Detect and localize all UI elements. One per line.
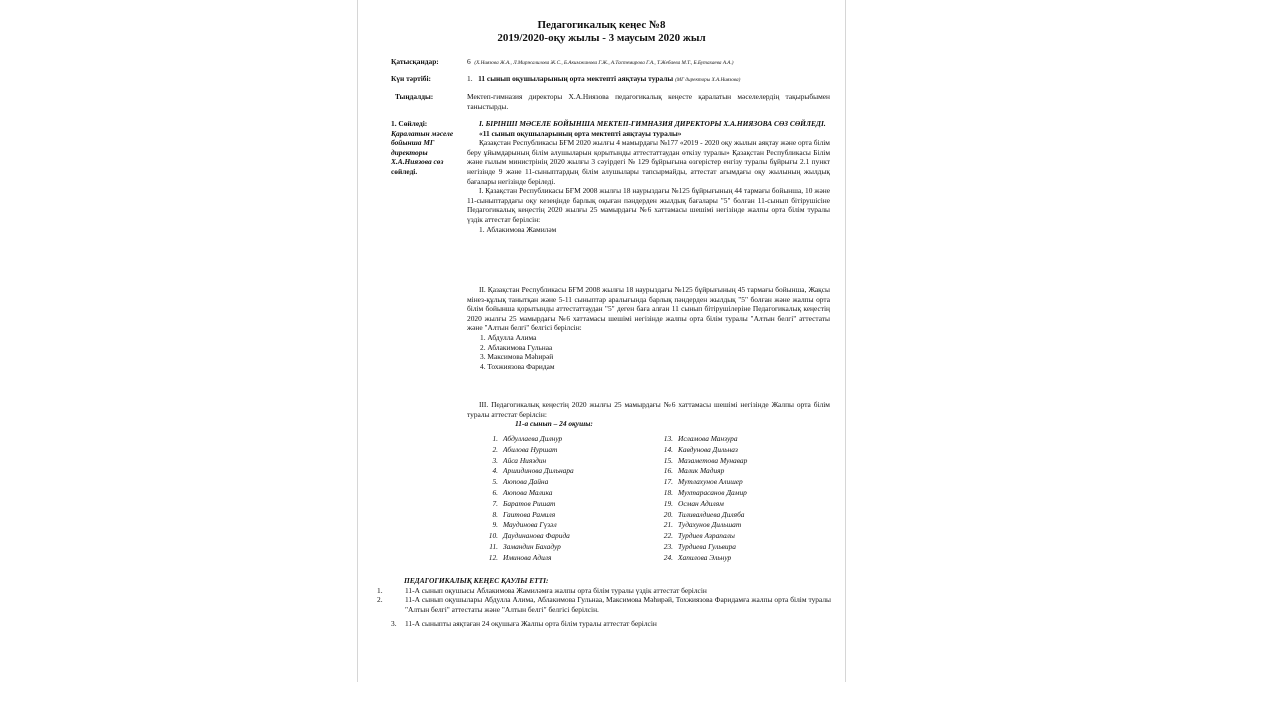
decision-item: 1. 11-А сынып оқушысы Аблакимова Жамиләмға жалпы орта білім туралы үздік аттестат берілсін xyxy=(377,585,707,595)
speech-label: 1. Сөйледі: xyxy=(391,119,428,128)
list-item: 8. Гаитова Рамиля xyxy=(492,509,556,519)
first-heading: І. БІРІНШІ МӘСЕЛЕ БОЙЫНША МЕКТЕП-ГИМНАЗИЯ ДИРЕКТОРЫ Х.А.НИЯЗОВА СӨЗ СӨЙЛЕДІ. xyxy=(479,119,826,128)
decision-item: 3. 11-А сыныпты аяқтаған 24 оқушыға Жалпы орта білім туралы аттестат берілсін xyxy=(391,619,657,629)
main-body xyxy=(467,119,830,234)
para-4: ІІІ. Педагогикалық кеңестің 2020 жылғы 25 мамырдағы №6 хаттамасы шешімі негізінде Жалпы орта білім туралы аттестат берілсін: xyxy=(467,400,830,419)
heard-label: Тыңдалды: xyxy=(395,92,434,101)
list-2-item: 4. Тохжиязова Фаридам xyxy=(480,361,555,371)
list-item: 16. Малик Мадияр xyxy=(663,466,725,476)
main-body-3 xyxy=(467,400,830,429)
list-item: 9. Маудинова Гүзәл xyxy=(492,520,557,530)
agenda-text: 11 сынып оқушыларының орта мектепті аяқтауы туралы xyxy=(478,74,674,83)
agenda-value xyxy=(467,74,830,86)
list-item: 13. Исламова Манзура xyxy=(663,434,738,443)
list-item: 23. Турдиева Гульвира xyxy=(663,541,736,551)
list-item: 22. Турдиев Азрапалы xyxy=(663,531,735,541)
speech-subtext: Қаралатын мәселе бойынша МГ директоры Х.А.Ниязова сөз xyxy=(391,128,454,167)
participants-label: Қатысқандар: xyxy=(391,57,439,66)
list-item: 2. Абилова Нуршат xyxy=(492,444,558,454)
list-item: 7. Баратов Ришат xyxy=(492,498,556,508)
list-item: 18. Мухтарасанов Дамир xyxy=(663,487,747,497)
agenda-num: 1. xyxy=(467,74,473,83)
para-3: ІІ. Қазақстан Республикасы БҒМ 2008 жылғы 18 наурыздағы №125 бұйрығының 45 тармағы бойынша, Жақсы мінез-құлық танытқан және 5-11 сыныптар аралығында барлық пәндерден жылдық "5" болған және жалпы орта білім бойынша қорытынды аттестаттаудан "5" деген баға алған 11 сынып бітірушілеріне Педагогикалық кеңестің 2020 жылғы 25 мамырдағы №6 хаттамасы шешімі негізінде жалпы орта білім туралы "Алтын белгі" аттестаты және "Алтын белгі" белгісі берілсін: xyxy=(467,285,830,333)
list-item: 17. Мутлахунов Алишер xyxy=(663,477,743,487)
list-item: 10. Даудинанова Фарида xyxy=(488,531,570,541)
class-heading: 11-а сынып – 24 оқушы: xyxy=(515,419,593,429)
list-item: 6. Аюпова Малика xyxy=(492,487,553,497)
list-item: 24. Хапилова Эльнур xyxy=(663,552,732,562)
decisions xyxy=(377,576,831,629)
list-2-item: 1. Абдулла Алима xyxy=(480,332,537,342)
list-item: 15. Мазаметова Мунавар xyxy=(663,455,748,465)
speech-sidebar xyxy=(391,119,463,177)
list-2-item: 2. Аблакимова Гульнаа xyxy=(480,342,553,352)
main-body-2 xyxy=(467,285,830,371)
list-item: 19. Осман Адилям xyxy=(663,498,724,508)
heard-text: Мектеп-гимназия директоры Х.А.Ниязова педагогикалық кеңесте қаралатын мәселелердің тақырыбымен таныстырды. xyxy=(467,92,830,111)
para-1: Қазақстан Республикасы БҒМ 2020 жылғы 4 мамырдағы №177 «2019 - 2020 оқу жылын аяқтау және орта білім беру ұйымдарының білім алушыларын қорытынды аттестаттаудан өткізу туралы» Қазақстан Республикасы Білім және ғылым министрінің 2020 жылғы 3 сәуірдегі № 129 бұйрығына өзгерістер енгізу туралы бұйрығы 2.1 пункт негізінде 9 және 11-сыныптардың білім алушылары тапсырмайды, аттестат агымдағы оқу жылының жылдық бағалары негізінде беріледі. xyxy=(467,138,830,186)
doc-subtitle: 2019/2020-оқу жылы - 3 маусым 2020 жыл xyxy=(497,32,706,44)
list-item: 5. Аюпова Дайна xyxy=(492,477,549,487)
page-shadow xyxy=(845,0,846,682)
para-2: І. Қазақстан Республикасы БҒМ 2008 жылғы 18 наурыздағы №125 бұйрығының 44 тармағы бойынша, 10 және 11-сыныптардағы оқу кезеңінде барлық оқыған пәндерден жылдық бағалары "5" болған 11-сынып бітірушісіне Педагогикалық кеңестің 2020 жылғы 25 мамырдағы №6 хаттамасы шешімі негізінде жалпы орта білім туралы үздік аттестат берілсін: xyxy=(467,186,830,224)
decision-heading: ПЕДАГОГИКАЛЫҚ КЕҢЕС ҚАУЛЫ ЕТТІ: xyxy=(404,576,549,585)
list-item: 21. Тудахунов Дильшат xyxy=(663,520,742,530)
document-page xyxy=(357,0,846,682)
participants-count: 6 xyxy=(467,57,471,66)
list-1-item: 1. Аблакимова Жамиләм xyxy=(479,224,557,234)
participants-value xyxy=(467,57,830,69)
agenda-note: (МГ директоры Х.А.Ниязова) xyxy=(675,77,741,83)
list-item: 11. Замандин Бахадур xyxy=(489,541,561,551)
decision-item: 2. 11-А сынып оқушылары Абдулла Алима, Аблакимова Гульнаа, Максимова Мәһирәй, Тохжиязова Фаридамға жалпы орта білім туралы "Алтын белгі" аттестаты және "Алтын белгі" белгісі берілсін. xyxy=(377,595,831,614)
list-item: 12. Иминова Адиля xyxy=(488,552,552,562)
agenda-label: Күн тәртібі: xyxy=(391,74,431,83)
students-right xyxy=(655,434,747,564)
list-2-item: 3. Максимова Мәһирәй xyxy=(480,352,554,362)
doc-title: Педагогикалық кеңес №8 xyxy=(537,19,666,31)
list-item: 3. Айса Нияздин xyxy=(492,455,547,465)
speech-tail: сөйледі. xyxy=(391,166,418,176)
list-item: 1. Абдуллаева Дилнур xyxy=(492,434,563,443)
participants-names: (Х.Ниязова Ж.А., Л.Миржалилова Ж.С., Б.Акимжанова Г.Ж., А.Тастемирова Г.А., Т.Жебаева М.Т., Б.Бутахаева А.А.) xyxy=(474,60,734,66)
topic-line: «11 сынып оқушыларының орта мектепті аяқтауы туралы» xyxy=(479,128,682,138)
list-2 xyxy=(467,333,830,371)
list-item: 20. Тиливалдиева Диляба xyxy=(663,509,745,519)
list-item: 4. Аршидинова Дильнара xyxy=(492,466,574,476)
list-item: 14. Кавдунова Дильназ xyxy=(663,444,738,454)
students-left xyxy=(480,434,574,564)
